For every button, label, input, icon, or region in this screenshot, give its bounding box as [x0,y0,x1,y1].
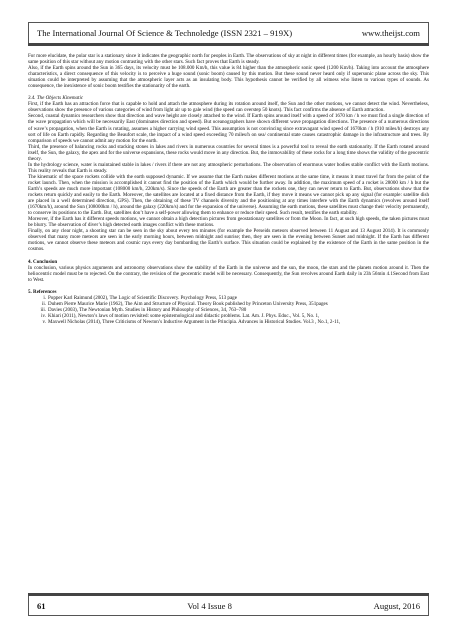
page-footer [28,596,429,616]
paragraph: In the hydrology science, water is maintained stable in lakes / rivers if there are not any atmospheric perturbations. The observation of enormous water bodies stable conflict with the Earth motions. This reality reveals that Earth is steady. [28,161,429,174]
paragraph: In conclusion, various physics arguments and astronomy observations show the stability of the Earth in the universe and the sun, the moon, the stars and the planets motion around it. Then the heliocentric model must be to rejected. On the contrary, the revision of the geocentric model will be necessary. Consequently, the Sun revolves around Earth daily in 23h 56min 4.1Second from East to West. [28,264,429,283]
reference-item: iii. Davies (2003), The Newtonian Myth. Studies in History and Philosophy of Sciences, 34, 763–780 [40,306,247,313]
page-number: 61 [37,600,46,611]
paragraph: The kinematic of the space rockets collide with the earth supposed dynamic. If we assume that the Earth makes different motions at the same time, it means it must travel far from the point of the rocket launch. Then, when the mission is accomplished it cannot find the position of the Earth which would be further away. In addition, the maximum speed of a rocket is 28000 km / h but the Earth’s speeds are much more important (108000 km/h, 220km/s). Since the speeds of the Earth are greater than the rockets one, they can never return to Earth. But, observations show that the rockets return quickly and easily to the Earth. Moreover, the satellites are located at a fixed distance from the Earth, if they move it means we cannot pick up any signal (for example: satellite dish are placed in a well determined direction, GPS). Then, the obtaining of these TV channels diversity and the positioning at any times interfere with the Earth dynamics (revolves around itself (1670km/h), around the Sun (108000km / h), around the galaxy (220km/s) and for the expansion of the universe). Assuming the earth motions, these satellites must change their velocity permanently, to conserve its positions to the Earth. But, satellites don’t have a self-power allowing them to enhance or reduce their speed. Such result, testifies the earth stability. [28,173,429,217]
issue-date: August, 2016 [373,600,420,611]
references-heading: 5. References [28,288,57,295]
reference-list [28,295,429,325]
paragraph: Third, the presence of balancing rocks and stacking stones in lakes and rivers in numerous countries for several times is a powerful tool to reveal the earth stationarity. If the Earth rotated around itself, the Sun, the galaxy, the apex and for the universe expansions, these rocks would move in any direction. But, the immovability of these rocks for a long time shows the validity of the geocentric theory. [28,143,429,162]
paragraph: Also, if the Earth spins around the Sun in 365 days, its velocity must be 108.000 Km/h, this value is 84 higher than the atmospheric sonic speed (1200 Km/h). Taking into account the atmosphere characteristics, a direct consequence of this velocity is to perceive a huge sound (sonic boom) caused by this motion. But these sound never heard only if supersonic plane across the sky. This situation could be interpreted by assuming that the atmospheric layer acts as an insulating body. This hypothesis cannot be verified by all witness who listen to various types of sounds. As consequence, the inexistence of sonic boom testifies the stationarity of the earth. [28,65,429,90]
paragraph: Moreover, if the Earth has it different speeds motions, we cannot obtain a high detection pictures from geostationary satellites or from the Moon. In fact, at such high speeds, the taken pictures must be blurry. The observation of diver’s high detected earth images conflict with these motions. [28,216,429,229]
article-body [28,53,429,325]
paragraph: Second, coastal dynamics researchers show that direction and wave height are closely attached to the wind. If Earth spins around itself with a speed of 1670 km / h we must find a single direction of the wave propagation which will be necessarily East (dominates direction and speed). But oceanographers have shown different wave propagation directions. The presence of a numerous directions of wave’s propagation, when the Earth is rotating, assumes a higher carrying wind speed. This assumption is not convincing since extravagant wind speed of 1670km / h (910 miles/h) destroys any sort of life on Earth rapidly. Regarding the Beaufort scale, the impact of a wind speed exceeding 70 miles/h on sea/ continental state causes catastrophic damage in the infrastructure and trees. By comparison of speeds we cannot admit any motion for the earth. [28,113,429,144]
journal-page [28,22,429,622]
reference-item: v. Maxwell Nicholas (2014), Three Criticisms of Newton’s Inductive Argument in the Principia. Advances in Historical Studies. Vol.3 , No.1, 2-11, [42,318,341,325]
journal-title: The International Journal Of Science & Technoledge (ISSN 2321 – 919X) [37,28,293,38]
journal-website: www.theijst.com [361,28,420,38]
reference-item: iv. Khiari (2011), Newton’s laws of motion revisited: some epistemological and didactic problems. Lat. Am. J. Phys. Educ., Vol. 5, No. 1, [41,312,320,319]
conclusion-heading: 4. Conclusion [28,258,58,265]
header-rule [28,43,429,46]
paragraph: First, if the Earth has an attraction force that is capable to hold and attach the atmosphere during its rotation around itself, the Sun and the other motions, we cannot detect the wind. Nevertheless, observations show the presence of various categories of wind from light air up to gale wind (the speed can overstep 50 knots). This fact confirms the absence of Earth attraction. [28,101,429,114]
paragraph: Finally, on any clear night, a shooting star can be seen in the sky about every ten minutes (for example the Perseids meteors observed between 11 August and 13 August 2014). It is commonly observed that many more meteors are seen in the early morning hours, between midnight and sunrise; then, they are seen in the evening between Sunset and midnight. If the Earth has different motions, we cannot observe these meteors and cosmic rays every day bombarding the Earth’s surface. This situation could be explained by the existence of the Earth in the same position in the cosmos. [28,228,429,253]
page-header [28,22,429,43]
reference-item: ii. Duhem Pierre Maurice Marie (1962), The Aim and Structure of Physical. Theory Book published by Princeton University Press, 351pages [41,300,328,307]
issue-label: Vol 4 Issue 8 [187,600,232,611]
paragraph: For more elucidate, the polar star is a stationary since it indicates the geographic north for peoples in Earth. The observations of sky at night in different times (for example, an hourly basis) show the same position of this star without any motion contrasting with the other stars. Such fact proves that Earth is steady. [28,53,429,66]
reference-item: i. Popper Karl Raimund (2002), The Logic of Scientific Discovery. Psychology Press, 513 page [43,294,237,301]
section-heading: 3.4. The Objects Kinematic [28,95,84,102]
